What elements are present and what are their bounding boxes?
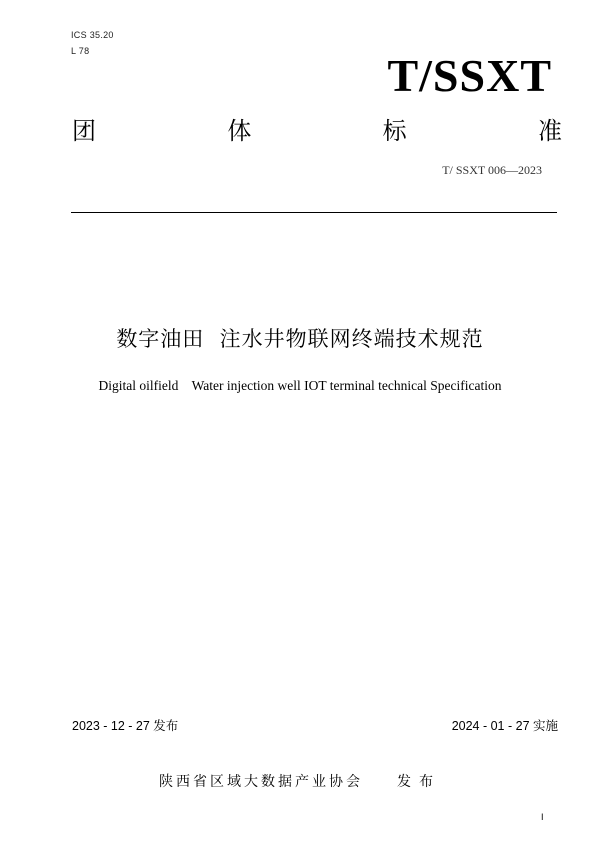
- ccs-code: L 78: [71, 46, 90, 56]
- implementation-date: 2024 - 01 - 27 实施: [451, 719, 558, 733]
- header-divider: [71, 212, 557, 213]
- standard-type-char: 体: [227, 117, 252, 145]
- standard-type-char: 团: [72, 117, 96, 145]
- document-title-chinese: 数字油田 注水井物联网终端技术规范: [116, 327, 484, 351]
- publisher-organization: 陕西省区域大数据产业协会: [159, 774, 363, 790]
- standard-type-char: 准: [537, 117, 562, 145]
- release-date: 2023 - 12 - 27 发布: [72, 719, 179, 733]
- standard-number: T/ SSXT 006—2023: [442, 163, 542, 177]
- page-number: I: [541, 812, 544, 822]
- publisher-action: 发布: [397, 774, 441, 790]
- ics-code: ICS 35.20: [71, 30, 114, 40]
- document-title-english: Digital oilfield Water injection well IOT terminal technical Specification: [98, 378, 502, 393]
- standard-type-heading: [72, 116, 562, 146]
- standard-type-char: 标: [382, 117, 407, 145]
- organization-code: T/SSXT: [387, 50, 552, 101]
- publisher-line: [0, 772, 600, 792]
